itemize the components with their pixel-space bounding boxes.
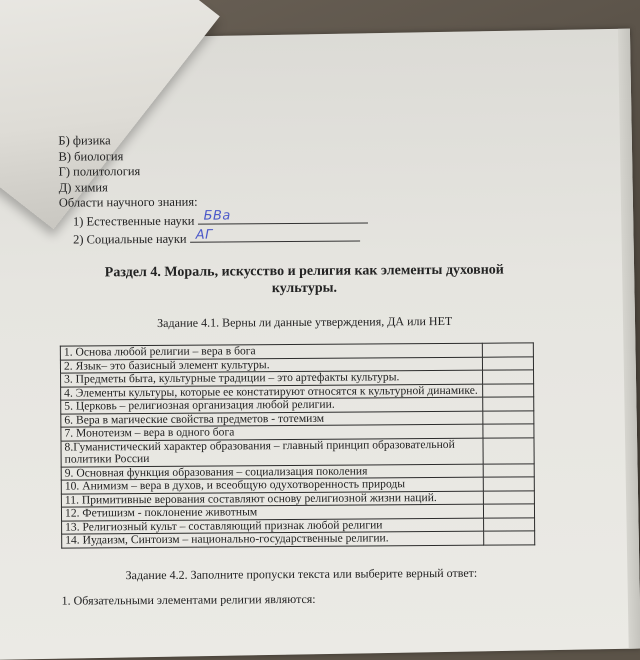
section-title-line1: Раздел 4. Мораль, искусство и религия как элементы духовной	[104, 262, 504, 280]
statement-text: 6. Вера в магические свойства предметов - тотемизм	[61, 411, 484, 427]
answer-cell[interactable]	[483, 383, 534, 397]
statement-text: 10. Анимизм – вера в духов, и всеобщую одухотворенность природы	[61, 477, 484, 493]
option-g: Г) политология	[58, 164, 141, 179]
section-title-line2: культуры.	[271, 280, 338, 296]
table-row	[62, 531, 535, 548]
statement-text: 3. Предметы быта, культурные традиции – это артефакты культуры.	[61, 370, 484, 386]
task2-first-question: 1. Обязательными элементами религии являются:	[61, 591, 316, 608]
section-title	[59, 261, 529, 298]
area-natural-answer: БВа	[203, 208, 231, 224]
area-social	[59, 226, 529, 248]
statement-text: 5. Церковь – религиозная организация любой религии.	[61, 397, 484, 413]
answer-cell[interactable]	[484, 504, 535, 518]
areas-title: Области научного знания:	[58, 194, 198, 210]
area-natural-label: 1) Естественные науки	[72, 213, 195, 229]
answer-cell[interactable]	[484, 463, 535, 477]
answer-cell[interactable]	[483, 397, 534, 411]
option-d: Д) химия	[58, 179, 108, 195]
statement-text: 13. Религиозный культ – составляющий признак любой религии	[62, 518, 485, 534]
answer-cell[interactable]	[483, 437, 534, 463]
answer-cell[interactable]	[484, 517, 535, 531]
answer-cell[interactable]	[483, 424, 534, 438]
answer-cell[interactable]	[483, 356, 534, 370]
option-b: Б) физика	[58, 133, 111, 148]
worksheet-content	[58, 130, 531, 609]
answer-cell[interactable]	[484, 477, 535, 491]
statement-text: 12. Фетишизм - поклонение животным	[61, 504, 484, 520]
answer-cell[interactable]	[484, 490, 535, 504]
answer-cell[interactable]	[483, 410, 534, 424]
option-v: В) биология	[58, 148, 124, 164]
task1-title: Задание 4.1. Верны ли данные утверждения, ДА или НЕТ	[157, 313, 453, 330]
table-row	[61, 437, 534, 466]
statement-text: 7. Монотеизм – вера в одного бога	[61, 424, 484, 440]
statement-text: 9. Основная функция образования – социализация поколения	[61, 464, 484, 480]
statement-text: 1. Основа любой религии – вера в бога	[60, 343, 483, 359]
answer-cell[interactable]	[484, 531, 535, 545]
area-natural-answer-field[interactable]	[198, 209, 368, 224]
statements-table	[60, 342, 535, 548]
statement-text: 2. Язык– это базисный элемент культуры.	[60, 357, 483, 373]
area-social-answer: АГ	[195, 227, 213, 243]
answer-cell[interactable]	[483, 343, 534, 357]
statement-text: 8.Гуманистический характер образования – главный принцип образовательной политики России	[61, 438, 484, 467]
statement-text: 14. Иудаизм, Синтоизм – национально-государственные религии.	[62, 531, 485, 547]
area-social-answer-field[interactable]	[190, 228, 360, 243]
task2-title: Задание 4.2. Заполните пропуски текста или выберите верный ответ:	[125, 565, 478, 582]
statement-text: 4. Элементы культуры, которые ее констатируют относятся к культурной динамике.	[61, 384, 484, 400]
statement-text: 11. Примитивные верования составляют основу религиозной жизни наций.	[61, 491, 484, 507]
answer-cell[interactable]	[483, 370, 534, 384]
area-social-label: 2) Социальные науки	[73, 231, 187, 247]
